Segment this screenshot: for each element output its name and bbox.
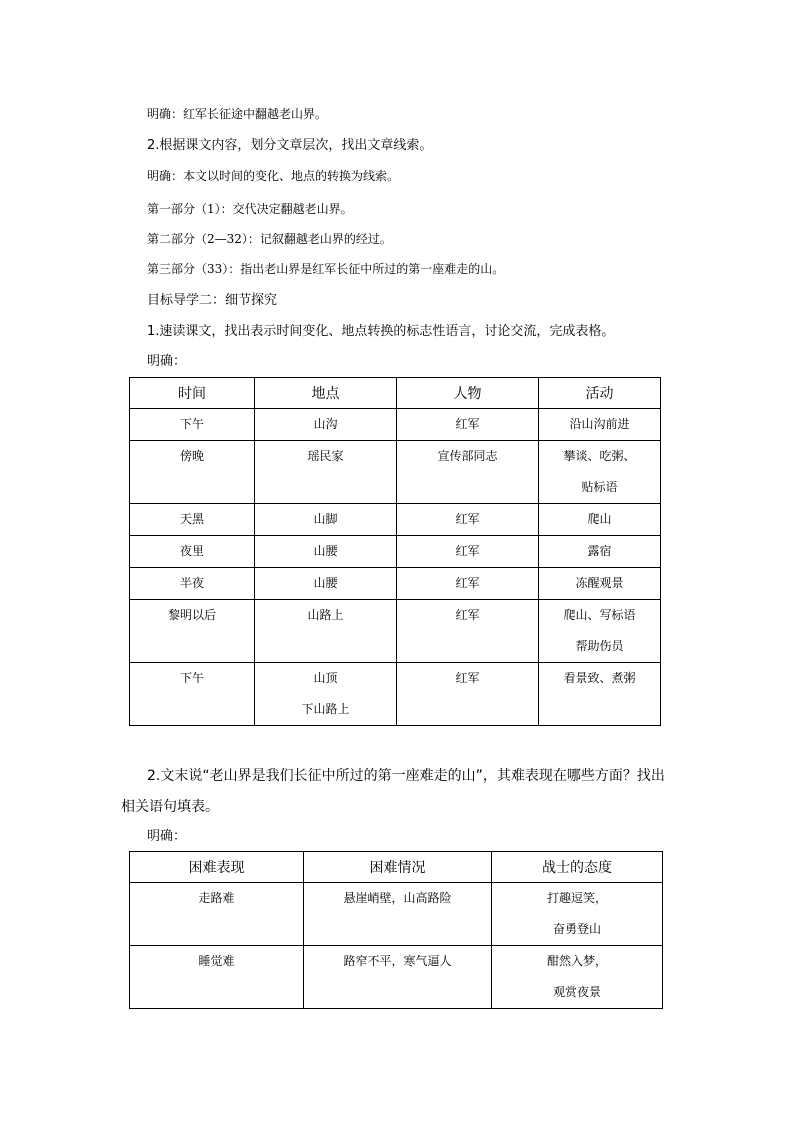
cell-line: 睡觉难 [198,954,235,968]
cell-line: 红军 [455,608,480,622]
table-header-cell: 地点 [255,378,397,409]
cell-line: 下午 [179,671,204,685]
cell-line: 红军 [455,671,480,685]
cell-line: 露宿 [587,544,612,558]
table-cell [130,409,255,441]
table-cell [539,663,661,726]
line-answer-label-2: 明确： [147,829,187,844]
cell-line: 看景致、煮粥 [563,671,636,685]
line-question-2: 2.根据课文内容，划分文章层次，找出文章线索。 [147,138,433,153]
cell-line: 悬崖峭壁，山高路险 [343,891,452,905]
table-cell [397,536,539,568]
table-cell [539,600,661,663]
difficulty-table [129,851,663,1009]
table-cell [130,883,304,946]
cell-line: 沿山沟前进 [569,417,630,431]
cell-line: 半夜 [179,576,204,590]
table-cell [492,883,663,946]
cell-line: 打趣逗笑， [546,891,607,905]
line-part-2: 第二部分（2—32）：记叙翻越老山界的经过。 [147,232,392,246]
table-row [130,663,661,726]
line-answer-label-1: 明确： [147,354,187,369]
table-cell [255,441,397,504]
table-header-cell: 战士的态度 [492,852,663,883]
table-cell [397,504,539,536]
table-row [130,600,661,663]
line-answer-clue: 明确：本文以时间的变化、地点的转换为线索。 [147,169,400,183]
table-cell [255,409,397,441]
line-part-1: 第一部分（1）：交代决定翻越老山界。 [147,202,353,216]
cell-line: 红军 [455,512,480,526]
table-cell [255,504,397,536]
table-cell [397,568,539,600]
time-place-table [129,377,661,726]
table-row [130,536,661,568]
line-question-1: 1.速读课文，找出表示时间变化、地点转换的标志性语言，讨论交流，完成表格。 [147,324,615,339]
table-row [130,946,663,1009]
line-answer-1: 明确：红军长征途中翻越老山界。 [147,107,328,121]
table-header-row [130,378,661,409]
table-cell [255,600,397,663]
table-cell [304,883,492,946]
cell-line: 红军 [455,417,480,431]
line-part-3: 第三部分（33）：指出老山界是红军长征中所过的第一座难走的山。 [147,262,505,276]
table-cell [539,504,661,536]
cell-line: 山腰 [313,544,338,558]
table-header-cell: 困难表现 [130,852,304,883]
table-cell [130,663,255,726]
table-cell [255,568,397,600]
cell-line: 山顶 [313,671,338,685]
cell-line: 天黑 [179,512,204,526]
table-cell [255,536,397,568]
cell-line: 山路上 [307,608,344,622]
cell-line: 帮助伤员 [575,639,624,653]
cell-line: 走路难 [198,891,235,905]
cell-line: 山脚 [313,512,338,526]
table-row [130,504,661,536]
table-cell [539,441,661,504]
table-cell [539,409,661,441]
cell-line: 下山路上 [301,702,350,716]
table-header-cell: 时间 [130,378,255,409]
table-header-row [130,852,663,883]
table-cell [539,568,661,600]
table-row [130,441,661,504]
table-cell [130,441,255,504]
line-question-difficulty-cont: 相关语句填表。 [121,799,219,815]
table-cell [304,946,492,1009]
cell-line: 奋勇登山 [552,922,601,936]
table-row [130,409,661,441]
cell-line: 贴标语 [581,480,618,494]
cell-line: 酣然入梦， [546,954,607,968]
cell-line: 爬山 [587,512,612,526]
cell-line: 黎明以后 [167,608,216,622]
table-cell [492,946,663,1009]
table-header-cell: 活动 [539,378,661,409]
table-cell [397,600,539,663]
cell-line: 瑶民家 [307,449,344,463]
table-header-cell: 人物 [397,378,539,409]
cell-line: 观赏夜景 [552,985,601,999]
cell-line: 冻醒观景 [575,576,624,590]
table-cell [397,663,539,726]
table-row [130,883,663,946]
cell-line: 路窄不平，寒气逼人 [343,954,452,968]
table-cell [130,946,304,1009]
table-cell [130,536,255,568]
table-cell [539,536,661,568]
cell-line: 攀谈、吃粥、 [563,449,636,463]
cell-line: 山沟 [313,417,338,431]
cell-line: 爬山、写标语 [563,608,636,622]
table-cell [130,600,255,663]
cell-line: 红军 [455,544,480,558]
table-row [130,568,661,600]
cell-line: 宣传部同志 [437,449,498,463]
section-heading: 目标导学二：细节探究 [147,293,278,308]
table-cell [397,409,539,441]
cell-line: 红军 [455,576,480,590]
line-question-difficulty: 2.文末说“老山界是我们长征中所过的第一座难走的山”，其难表现在哪些方面？找出 [147,768,665,784]
cell-line: 下午 [179,417,204,431]
cell-line: 山腰 [313,576,338,590]
table-cell [130,504,255,536]
cell-line: 傍晚 [179,449,204,463]
table-cell [255,663,397,726]
cell-line: 夜里 [179,544,204,558]
table-header-cell: 困难情况 [304,852,492,883]
table-cell [397,441,539,504]
table-cell [130,568,255,600]
